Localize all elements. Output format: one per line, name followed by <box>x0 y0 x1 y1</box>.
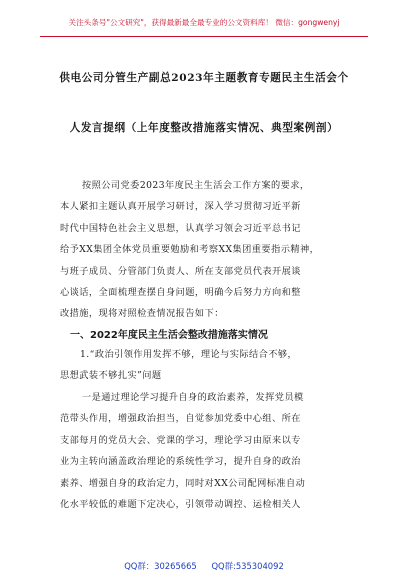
document-title-line-2: 人发言提纲（上年度整改措施落实情况、典型案例剖） <box>69 122 339 134</box>
paragraph-line: 范带头作用，增强政治担当，自觉参加党委中心组、所在 <box>60 413 301 425</box>
intro-paragraph <box>60 175 354 325</box>
paragraph-line: 化水平较低的难题下定决心，引领带动调控、运检相关人 <box>60 498 301 510</box>
paragraph-line: 素养、增强自身的政治定力，同时对XX公司配网标准自动 <box>60 477 306 489</box>
item-line: 1.“政治引领作用发挥不够，理论与实际结合不够， <box>80 349 298 360</box>
section-heading-1: 一、2022年度民主生活会整改措施落实情况 <box>70 330 268 341</box>
header-divider <box>40 36 368 37</box>
intro-line: 本人紧扣主题认真开展学习研讨，深入学习贯彻习近平新 <box>60 201 301 213</box>
intro-line: 改措施，现将对照检查情况报告如下： <box>60 308 224 320</box>
intro-line: 按照公司党委2023年度民主生活会工作方案的要求， <box>82 180 310 191</box>
item-1-heading <box>60 344 354 387</box>
intro-line: 给予XX集团全体党员重要勉励和考察XX集团重要指示精神， <box>60 244 320 256</box>
paragraph-line: 一是通过理论学习提升自身的政治素养，发挥党员模 <box>82 392 304 403</box>
header-banner: 关注头条号"公文研究"，获得最新最全最专业的公文资料库！ 微信：gongwenyj <box>68 18 340 27</box>
paragraph-line: 支部每月的党员大会、党课的学习，理论学习由原来以专 <box>60 434 301 446</box>
intro-line: 心谈话，全面梳理查摆自身问题，明确今后努力方向和整 <box>60 286 301 298</box>
document-title-line-1: 供电公司分管生产副总2023年主题教育专题民主生活会个 <box>59 72 349 84</box>
footer-qq-group-1: QQ群：30265665 <box>124 561 197 571</box>
item-1-paragraph <box>60 387 354 515</box>
footer-contact <box>0 560 408 572</box>
intro-line: 时代中国特色社会主义思想，认真学习领会习近平总书记 <box>60 222 301 234</box>
paragraph-line: 业为主转向涵盖政治理论的系统性学习，提升自身的政治 <box>60 456 301 468</box>
intro-line: 与班子成员、分管部门负责人、所在支部党员代表开展谈 <box>60 265 301 277</box>
footer-qq-group-2: QQ群:535304092 <box>211 561 284 571</box>
item-line: 思想武装不够扎实”问题 <box>60 370 162 382</box>
